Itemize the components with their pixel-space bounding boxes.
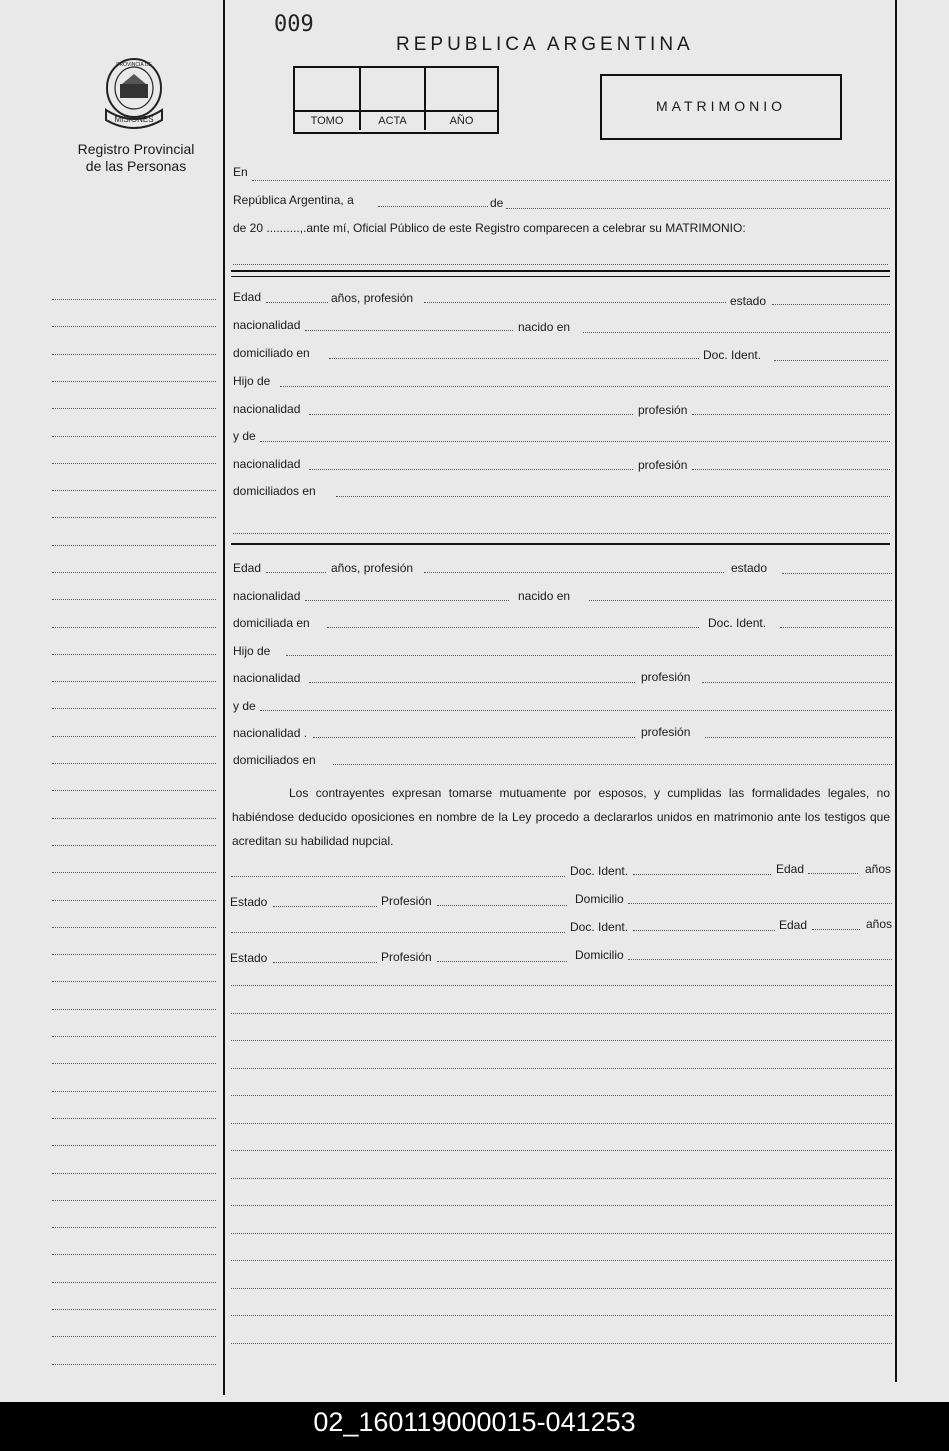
w1-edad-label: Edad [776, 862, 805, 876]
intro-republica-label: República Argentina, a [233, 193, 354, 207]
s1-nacido-label: nacido en [518, 320, 571, 334]
margin-note-line[interactable] [52, 572, 216, 573]
s2-hijo-label: Hijo de [233, 644, 271, 658]
margin-note-line[interactable] [52, 872, 216, 873]
s2-prof-padre-field[interactable] [702, 682, 892, 683]
w1-profesion-field[interactable] [437, 905, 567, 906]
note-line[interactable] [231, 1315, 892, 1316]
margin-note-line[interactable] [52, 1336, 216, 1337]
s1-prof-padre-field[interactable] [692, 414, 890, 415]
note-line[interactable] [231, 1150, 892, 1151]
s2-y-de-label: y de [233, 699, 256, 713]
margin-note-line[interactable] [52, 1254, 216, 1255]
s2-estado-label: estado [731, 561, 768, 575]
margin-note-line[interactable] [52, 599, 216, 600]
margin-note-line[interactable] [52, 927, 216, 928]
registry-name-line2: de las Personas [85, 158, 187, 174]
s2-edad-label: Edad [233, 561, 262, 575]
s2-prof-madre-label: profesión [641, 725, 691, 739]
reference-box [293, 66, 499, 134]
s2-doc-label: Doc. Ident. [708, 616, 767, 630]
margin-note-line[interactable] [52, 354, 216, 355]
margin-note-line[interactable] [52, 1036, 216, 1037]
margin-note-line[interactable] [52, 763, 216, 764]
s1-y-de-label: y de [233, 429, 256, 443]
w1-doc-label: Doc. Ident. [570, 864, 629, 878]
w1-profesion-label: Profesión [381, 894, 432, 908]
intro-place-field[interactable] [252, 180, 890, 181]
note-line[interactable] [231, 1260, 892, 1261]
margin-rule [223, 0, 225, 1395]
note-line[interactable] [231, 1068, 892, 1069]
margin-note-line[interactable] [52, 1091, 216, 1092]
note-line[interactable] [231, 1095, 892, 1096]
note-line[interactable] [231, 1013, 892, 1014]
margin-note-line[interactable] [52, 1063, 216, 1064]
registry-name-line1: Registro Provincial [77, 141, 195, 157]
s1-domiciliados-field[interactable] [336, 496, 890, 497]
w2-domicilio-field[interactable] [628, 959, 892, 960]
w2-name-field[interactable] [231, 932, 565, 933]
s1-prof-madre-field[interactable] [692, 469, 890, 470]
margin-note-line[interactable] [52, 1145, 216, 1146]
s1-prof-madre-label: profesión [638, 458, 688, 472]
s1-profesion-field[interactable] [424, 302, 726, 303]
w2-edad-label: Edad [779, 918, 808, 932]
intro-en-label: En [233, 165, 248, 179]
declaration-text: Los contrayentes expresan tomarse mutuamente por esposos, y cumplidas las formalidades legales, no habiéndose deducido oposiciones en nombre de la Ley procedo a declararlos unidos en matrimonio ante los testigos que acreditan su habilidad nupcial. [232, 786, 890, 848]
w1-estado-field[interactable] [273, 906, 377, 907]
w2-estado-field[interactable] [273, 962, 377, 963]
s1-prof-padre-label: profesión [638, 403, 688, 417]
s1-nac-padre-label: nacionalidad [233, 402, 301, 416]
tomo-cell[interactable] [295, 68, 361, 130]
s1-edad-label: Edad [233, 290, 262, 304]
s1-domiciliado-label: domiciliado en [233, 346, 310, 360]
s2-nacido-label: nacido en [518, 589, 571, 603]
margin-note-line[interactable] [52, 1009, 216, 1010]
record-type-label: MATRIMONIO [656, 98, 786, 114]
s2-nac-padre-field[interactable] [309, 682, 635, 683]
ano-label: AÑO [426, 110, 497, 130]
s2-nacido-field[interactable] [589, 600, 892, 601]
s2-domiciliada-field[interactable] [327, 627, 699, 628]
margin-note-line[interactable] [52, 545, 216, 546]
margin-note-line[interactable] [52, 627, 216, 628]
s1-estado-field[interactable] [772, 304, 890, 305]
country-title: REPUBLICA ARGENTINA [396, 34, 694, 55]
margin-note-line[interactable] [52, 1309, 216, 1310]
s1-extra-field[interactable] [233, 533, 890, 534]
s1-doc-label: Doc. Ident. [703, 348, 762, 362]
w1-name-field[interactable] [231, 876, 565, 877]
s1-nacionalidad-label: nacionalidad [233, 318, 301, 332]
margin-note-line[interactable] [52, 1227, 216, 1228]
margin-note-line[interactable] [52, 1118, 216, 1119]
s2-nacionalidad-field[interactable] [305, 600, 509, 601]
tomo-label: TOMO [295, 110, 359, 130]
margin-note-line[interactable] [52, 900, 216, 901]
seal-text-bottom: MISIONES [114, 115, 154, 124]
right-border-rule [895, 0, 897, 1382]
s2-profesion-field[interactable] [424, 572, 724, 573]
s1-domiciliado-field[interactable] [329, 358, 699, 359]
w2-domicilio-label: Domicilio [575, 948, 624, 962]
w2-doc-field[interactable] [633, 930, 775, 931]
margin-note-line[interactable] [52, 463, 216, 464]
margin-note-line[interactable] [52, 517, 216, 518]
s1-hijo-label: Hijo de [233, 374, 271, 388]
s1-madre-field[interactable] [260, 441, 890, 442]
margin-note-line[interactable] [52, 408, 216, 409]
acta-cell[interactable] [361, 68, 426, 130]
s2-nacionalidad-label: nacionalidad [233, 589, 301, 603]
serial-number: 009 [274, 12, 314, 37]
w1-estado-label: Estado [230, 895, 268, 909]
margin-note-line[interactable] [52, 845, 216, 846]
record-type-box [600, 74, 842, 140]
w1-anos-label: años [865, 862, 892, 876]
s1-nacido-field[interactable] [583, 332, 890, 333]
note-line[interactable] [231, 1205, 892, 1206]
s2-domiciliada-label: domiciliada en [233, 616, 310, 630]
note-line[interactable] [231, 1178, 892, 1179]
margin-note-line[interactable] [52, 381, 216, 382]
margin-note-line[interactable] [52, 1200, 216, 1201]
s2-edad-field[interactable] [266, 572, 326, 573]
s2-prof-madre-field[interactable] [705, 737, 892, 738]
misiones-seal-icon [100, 54, 168, 130]
intro-month-field[interactable] [506, 208, 890, 209]
section-divider-1 [231, 270, 890, 272]
margin-note-line[interactable] [52, 1282, 216, 1283]
s1-nac-padre-field[interactable] [309, 414, 633, 415]
intro-line3: de 20 ..........,.ante mí, Oficial Público de este Registro comparecen a celebrar su MATRIMONIO: [233, 221, 746, 235]
margin-note-line[interactable] [52, 654, 216, 655]
margin-note-line[interactable] [52, 326, 216, 327]
w1-doc-field[interactable] [633, 874, 771, 875]
w2-estado-label: Estado [230, 951, 268, 965]
s2-domiciliados-label: domiciliados en [233, 753, 316, 767]
note-line[interactable] [231, 1123, 892, 1124]
s2-nac-madre-label: nacionalidad . [233, 726, 308, 740]
s2-profesion-label: años, profesión [331, 561, 414, 575]
margin-note-line[interactable] [52, 818, 216, 819]
intro-day-field[interactable] [378, 206, 488, 207]
section-divider-2 [231, 543, 890, 545]
w1-domicilio-field[interactable] [628, 903, 892, 904]
note-line[interactable] [231, 985, 892, 986]
s2-domiciliados-field[interactable] [333, 764, 892, 765]
margin-note-line[interactable] [52, 790, 216, 791]
s2-nac-padre-label: nacionalidad [233, 671, 301, 685]
acta-label: ACTA [361, 110, 424, 130]
s1-edad-field[interactable] [266, 302, 328, 303]
margin-note-line[interactable] [52, 681, 216, 682]
margin-note-line[interactable] [52, 954, 216, 955]
margin-note-line[interactable] [52, 490, 216, 491]
intro-names-field[interactable] [233, 264, 888, 265]
s2-madre-field[interactable] [260, 710, 892, 711]
margin-note-line[interactable] [52, 1173, 216, 1174]
w2-edad-field[interactable] [812, 929, 860, 930]
s2-estado-field[interactable] [782, 573, 892, 574]
ano-cell[interactable] [426, 68, 497, 130]
margin-note-line[interactable] [52, 436, 216, 437]
w2-doc-label: Doc. Ident. [570, 920, 629, 934]
margin-note-line[interactable] [52, 736, 216, 737]
s1-nac-madre-field[interactable] [309, 469, 633, 470]
s1-padre-field[interactable] [280, 386, 890, 387]
note-line[interactable] [231, 1040, 892, 1041]
s1-nac-madre-label: nacionalidad [233, 457, 301, 471]
s1-doc-field[interactable] [774, 360, 888, 361]
margin-note-line[interactable] [52, 708, 216, 709]
w2-profesion-label: Profesión [381, 950, 432, 964]
note-line[interactable] [231, 1343, 892, 1344]
note-line[interactable] [231, 1288, 892, 1289]
w1-domicilio-label: Domicilio [575, 892, 624, 906]
footer-id: 02_160119000015-041253 [0, 1402, 949, 1451]
s1-nacionalidad-field[interactable] [305, 330, 513, 331]
intro-de-label: de [490, 196, 504, 210]
margin-note-line[interactable] [52, 1364, 216, 1365]
note-line[interactable] [231, 1233, 892, 1234]
w1-edad-field[interactable] [808, 873, 858, 874]
margin-note-line[interactable] [52, 299, 216, 300]
registry-name [60, 141, 212, 175]
w2-profesion-field[interactable] [437, 961, 567, 962]
s2-padre-field[interactable] [286, 655, 892, 656]
s2-prof-padre-label: profesión [641, 670, 691, 684]
seal-text-top: PROVINCIA DE [116, 62, 152, 68]
s1-estado-label: estado [730, 294, 767, 308]
s1-profesion-label: años, profesión [331, 291, 414, 305]
margin-note-line[interactable] [52, 981, 216, 982]
s1-domiciliados-label: domiciliados en [233, 484, 316, 498]
section-divider-1b [231, 276, 890, 277]
w2-anos-label: años [866, 917, 893, 931]
s2-doc-field[interactable] [780, 627, 892, 628]
s2-nac-madre-field[interactable] [313, 737, 635, 738]
